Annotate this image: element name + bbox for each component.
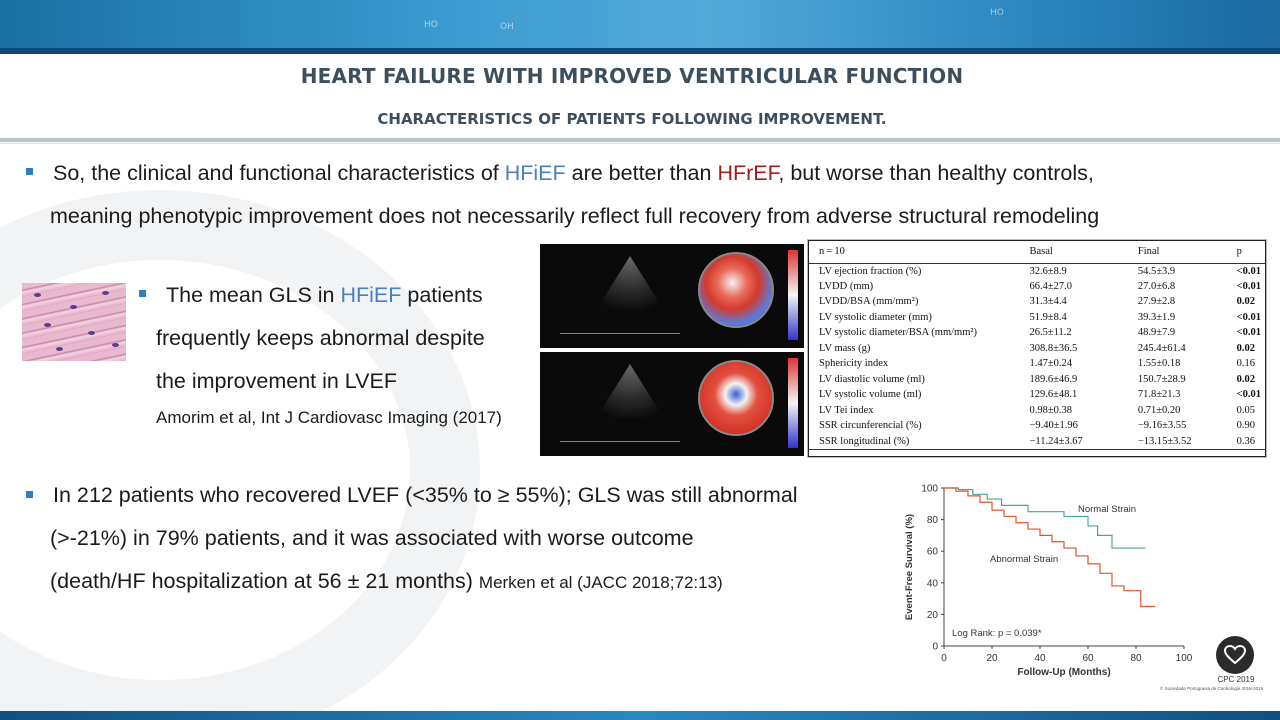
p-value-cell: <0.01 — [1236, 280, 1261, 292]
basal-cell: −9.40±1.96 — [1029, 420, 1078, 432]
row-label-cell: LVDD/BSA (mm/mm²) — [819, 296, 919, 308]
table-header: p — [1227, 241, 1265, 263]
title-divider-line — [0, 143, 1280, 144]
hfief-term: HFiEF — [504, 161, 566, 185]
table-header: Final — [1128, 241, 1227, 263]
y-tick-label: 20 — [926, 609, 938, 621]
final-cell: 39.3±1.9 — [1137, 311, 1176, 323]
p-value-cell: <0.01 — [1236, 311, 1261, 323]
x-tick-label: 60 — [1082, 653, 1094, 664]
x-axis-label: Follow-Up (Months) — [1017, 667, 1111, 678]
citation-merken: Merken et al (JACC 2018;72:13) — [478, 573, 723, 592]
table-row — [809, 310, 1265, 326]
basal-cell: 189.6±46.9 — [1029, 373, 1078, 385]
final-cell: 245.4±61.4 — [1137, 342, 1186, 354]
bullet-2-line-3: the improvement in LVEF — [156, 369, 397, 393]
slide-subtitle: CHARACTERISTICS OF PATIENTS FOLLOWING IMPROVEMENT. — [377, 110, 887, 128]
bullet-1-text: , but worse than healthy controls, — [778, 161, 1094, 185]
x-tick-label: 40 — [1034, 653, 1046, 664]
row-label-cell: LV Tei index — [819, 404, 874, 416]
bullet-3-line-1: In 212 patients who recovered LVEF (<35% to ≥ 55%); GLS was still abnormal — [53, 483, 798, 507]
final-cell: −9.16±3.55 — [1137, 420, 1187, 432]
kaplan-meier-chart — [898, 478, 1198, 688]
row-label-cell: LV systolic volume (ml) — [819, 389, 922, 401]
p-value-cell: 0.36 — [1227, 434, 1265, 450]
bullet-1-text: So, the clinical and functional characteristics of — [53, 161, 505, 185]
hfief-term: HFiEF — [340, 283, 402, 307]
table-row — [809, 325, 1265, 341]
chemical-formula-decoration: HO — [990, 8, 1004, 18]
characteristics-table — [809, 241, 1265, 450]
row-label-cell: LV systolic diameter (mm) — [819, 311, 932, 323]
row-label-cell: SSR longitudinal (%) — [809, 434, 1019, 450]
bullet-2-line-1 — [166, 280, 483, 310]
row-label-cell: LV systolic diameter/BSA (mm/mm²) — [819, 327, 978, 339]
final-cell: 71.8±21.3 — [1137, 389, 1181, 401]
series-label: Abnormal Strain — [990, 554, 1059, 565]
echocardiogram-image-basal — [540, 244, 804, 348]
table-header-row — [809, 241, 1265, 263]
row-label-cell: LV mass (g) — [819, 342, 871, 354]
basal-cell: 32.6±8.9 — [1029, 265, 1067, 277]
footer-banner — [0, 711, 1280, 720]
x-tick-label: 0 — [941, 653, 947, 664]
final-cell: 150.7±28.9 — [1137, 373, 1186, 385]
x-tick-label: 80 — [1130, 653, 1142, 664]
table-row — [809, 403, 1265, 419]
table-row — [809, 341, 1265, 357]
p-value-cell: 0.02 — [1236, 373, 1256, 385]
bullet-1-line-1 — [53, 158, 1094, 188]
bullet-icon — [139, 290, 146, 297]
basal-cell: 26.5±11.2 — [1029, 327, 1072, 339]
y-tick-label: 60 — [926, 546, 938, 558]
bullet-3-line-2: (>-21%) in 79% patients, and it was associated with worse outcome — [50, 526, 694, 550]
final-cell: 48.9±7.9 — [1137, 327, 1176, 339]
bullet-3-line-3 — [50, 566, 723, 598]
basal-cell: 129.6±48.1 — [1029, 389, 1078, 401]
final-cell: 0.71±0.20 — [1137, 404, 1181, 416]
hfref-term: HFrEF — [717, 161, 779, 185]
event-label: CPC 2019 — [1217, 675, 1255, 684]
table-row — [809, 279, 1265, 295]
y-tick-label: 100 — [921, 483, 938, 495]
table-row — [809, 434, 1265, 450]
x-tick-label: 100 — [1175, 653, 1193, 664]
log-rank-annotation: Log Rank: p = 0.039* — [952, 628, 1042, 639]
table-row — [809, 387, 1265, 403]
p-value-cell: 0.05 — [1236, 404, 1256, 416]
final-cell: 54.5±3.9 — [1137, 265, 1176, 277]
table-header: Basal — [1019, 241, 1127, 263]
table-row — [809, 263, 1265, 279]
final-cell: −13.15±3.52 — [1128, 434, 1227, 450]
basal-cell: 0.98±0.38 — [1029, 404, 1072, 416]
bullet-2-line-2: frequently keeps abnormal despite — [156, 326, 485, 350]
basal-cell: 31.3±4.4 — [1029, 296, 1067, 308]
p-value-cell: 0.02 — [1236, 342, 1256, 354]
p-value-cell: 0.16 — [1236, 358, 1256, 370]
survival-curve-normal-strain — [944, 488, 1146, 548]
final-cell: 27.0±6.8 — [1137, 280, 1176, 292]
slide-title: HEART FAILURE WITH IMPROVED VENTRICULAR FUNCTION — [300, 64, 964, 88]
basal-cell: 1.47±0.24 — [1029, 358, 1072, 370]
table-row — [809, 356, 1265, 372]
p-value-cell: <0.01 — [1236, 265, 1261, 277]
row-label-cell: LVDD (mm) — [819, 280, 874, 292]
row-label-cell: SSR circunferencial (%) — [819, 420, 922, 432]
bullet-2-text: The mean GLS in — [166, 283, 341, 307]
citation-amorim: Amorim et al, Int J Cardiovasc Imaging (2017) — [156, 408, 502, 427]
background-swoosh — [0, 190, 483, 720]
bullet-icon — [26, 491, 33, 498]
row-label-cell: LV ejection fraction (%) — [819, 265, 922, 277]
chemical-formula-decoration: OH — [500, 22, 514, 32]
table-header: n = 10 — [809, 241, 1019, 263]
basal-cell: −11.24±3.67 — [1019, 434, 1127, 450]
bullet-icon — [26, 168, 33, 175]
bullet-3-text: (death/HF hospitalization at 56 ± 21 months) — [50, 569, 473, 593]
p-value-cell: <0.01 — [1236, 327, 1261, 339]
table-row — [809, 418, 1265, 434]
header-stripe — [0, 48, 1280, 54]
bullet-2-text: patients — [401, 283, 483, 307]
basal-cell: 51.9±8.4 — [1029, 311, 1067, 323]
y-tick-label: 80 — [926, 515, 938, 527]
echocardiogram-image-final — [540, 352, 804, 456]
p-value-cell: 0.02 — [1236, 296, 1256, 308]
row-label-cell: LV diastolic volume (ml) — [819, 373, 925, 385]
final-cell: 27.9±2.8 — [1137, 296, 1176, 308]
y-tick-label: 0 — [932, 641, 938, 653]
basal-cell: 66.4±27.0 — [1029, 280, 1072, 292]
myocardium-histology-image — [22, 283, 126, 361]
patient-characteristics-table — [808, 240, 1266, 457]
row-label-cell: Sphericity index — [819, 358, 889, 370]
table-row — [809, 372, 1265, 388]
bullet-1-text: are better than — [565, 161, 718, 185]
p-value-cell: <0.01 — [1236, 389, 1261, 401]
copyright-text: © Sociedade Portuguesa de Cardiologia 2018-2019 — [1160, 686, 1264, 691]
x-tick-label: 20 — [986, 653, 998, 664]
header-banner — [0, 0, 1280, 54]
table-row — [809, 294, 1265, 310]
cpc-logo — [1216, 636, 1254, 674]
series-label: Normal Strain — [1078, 504, 1137, 515]
y-axis-label: Event-Free Survival (%) — [904, 513, 915, 621]
p-value-cell: 0.90 — [1236, 420, 1256, 432]
basal-cell: 308.8±36.5 — [1029, 342, 1078, 354]
final-cell: 1.55±0.18 — [1137, 358, 1181, 370]
y-tick-label: 40 — [926, 578, 938, 590]
title-divider — [0, 138, 1280, 142]
heart-logo-icon — [1224, 645, 1246, 665]
bullet-1-line-2: meaning phenotypic improvement does not necessarily reflect full recovery from adverse structural remodeling — [50, 204, 1100, 228]
chemical-formula-decoration: HO — [424, 20, 438, 30]
